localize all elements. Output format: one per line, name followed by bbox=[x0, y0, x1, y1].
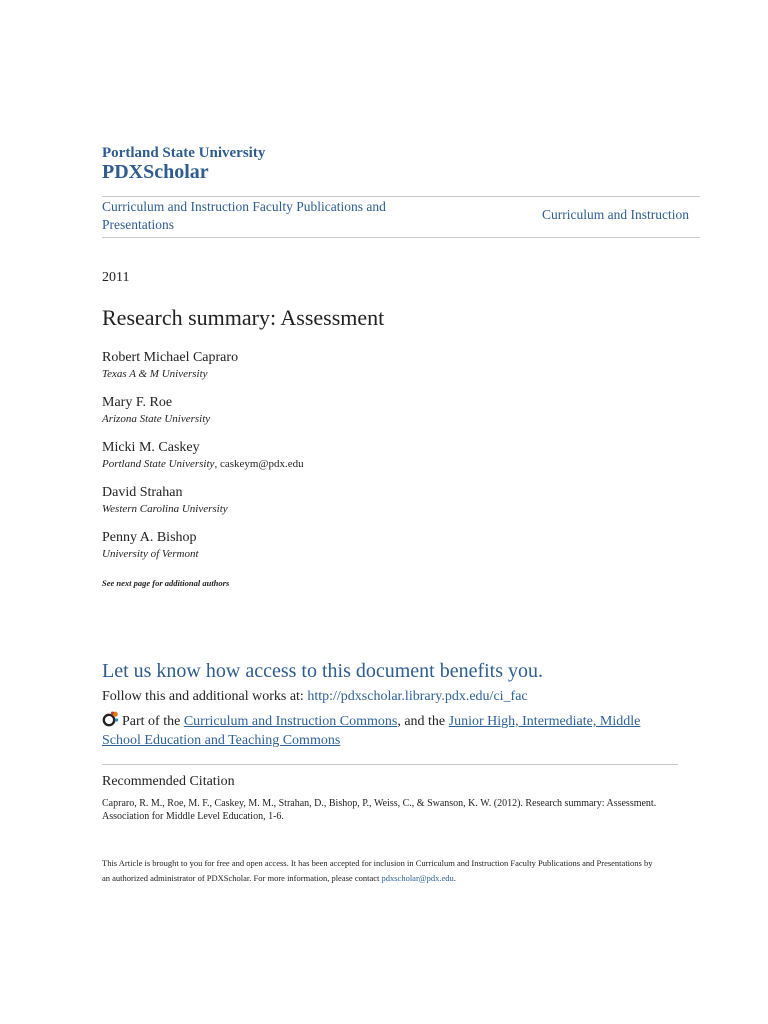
author-entry bbox=[102, 484, 228, 516]
curriculum-commons-link[interactable]: Curriculum and Instruction Commons bbox=[183, 714, 398, 729]
network-commons-icon bbox=[102, 711, 120, 727]
collection-url-link[interactable]: http://pdxscholar.library.pdx.edu/ci_fac bbox=[307, 689, 528, 704]
top-divider bbox=[102, 196, 700, 197]
access-notice bbox=[102, 856, 662, 886]
more-authors-note: See next page for additional authors bbox=[102, 578, 230, 588]
author-entry bbox=[102, 394, 210, 426]
author-name: Robert Michael Capraro bbox=[102, 350, 239, 365]
document-title: Research summary: Assessment bbox=[102, 305, 385, 330]
contact-email-link[interactable]: pdxscholar@pdx.edu bbox=[381, 873, 454, 883]
notice-body: This Article is brought to you for free and open access. It has been accepted for inclusion in Curriculum and Instruction Faculty Publications and Presentations by an authorized administrator of PDXScholar. For more information, please contact bbox=[102, 858, 653, 883]
partof-prefix: Part of the bbox=[122, 714, 184, 729]
author-entry bbox=[102, 349, 238, 381]
department-link[interactable]: Curriculum and Instruction bbox=[542, 207, 689, 222]
author-affiliation: Texas A & M University bbox=[102, 368, 208, 380]
partof-middle: , and the bbox=[397, 714, 449, 729]
author-name: Micki M. Caskey bbox=[102, 440, 200, 455]
repository-name[interactable]: PDXScholar bbox=[102, 161, 209, 183]
commons-line bbox=[102, 711, 682, 750]
junior-high-commons-link[interactable]: Junior High, Intermediate, Middle School Education and Teaching Commons bbox=[102, 714, 641, 748]
author-affiliation: Western Carolina University bbox=[102, 503, 228, 515]
author-entry bbox=[102, 439, 304, 471]
citation-heading: Recommended Citation bbox=[102, 774, 235, 789]
citation-divider bbox=[102, 764, 678, 765]
follow-prefix: Follow this and additional works at: bbox=[102, 689, 308, 704]
notice-suffix: . bbox=[453, 873, 456, 883]
author-affiliation: University of Vermont bbox=[102, 548, 199, 560]
author-email: , caskeym@pdx.edu bbox=[214, 458, 304, 470]
citation-text: Capraro, R. M., Roe, M. F., Caskey, M. M., Strahan, D., Bishop, P., Weiss, C., & Swanson, K. W. (2012). Research summary: Assessment. Association for Middle Level Education, 1-6. bbox=[102, 798, 657, 822]
author-affiliation: Arizona State University bbox=[102, 413, 211, 425]
author-entry bbox=[102, 529, 199, 561]
author-affiliation: Portland State University, caskeym@pdx.edu bbox=[102, 458, 304, 470]
follow-line bbox=[102, 689, 528, 705]
institution-name[interactable]: Portland State University bbox=[102, 145, 266, 161]
author-name: Penny A. Bishop bbox=[102, 530, 197, 545]
benefit-feedback-link[interactable]: Let us know how access to this document benefits you. bbox=[102, 660, 544, 682]
series-divider bbox=[102, 237, 700, 238]
author-name: Mary F. Roe bbox=[102, 395, 173, 410]
publication-year: 2011 bbox=[102, 270, 130, 285]
author-name: David Strahan bbox=[102, 485, 183, 500]
collection-link[interactable]: Curriculum and Instruction Faculty Publications and Presentations bbox=[102, 199, 386, 232]
